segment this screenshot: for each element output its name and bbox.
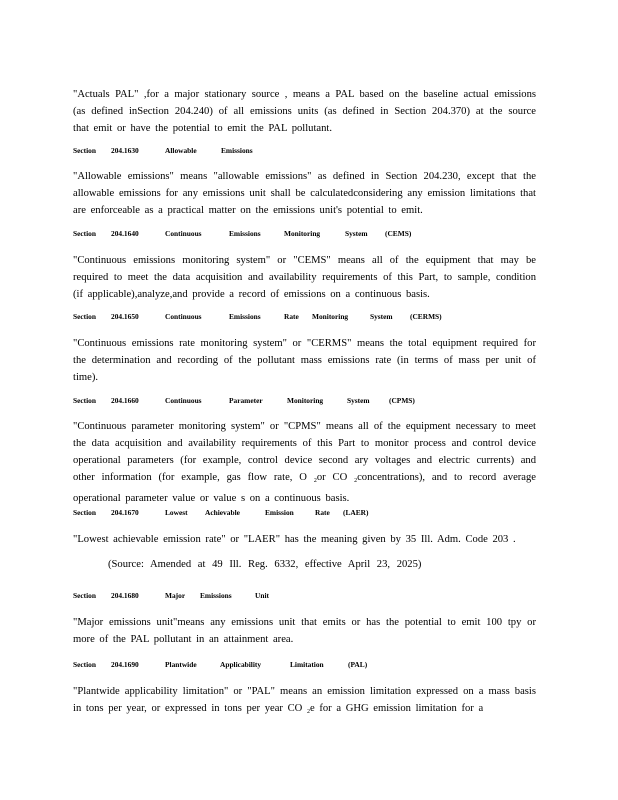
definition-text: or CO: [316, 472, 348, 483]
definition-actuals-pal: "Actuals PAL" ,for a major stationary source , means a PAL based on the baseline actual emissions (as defined inSection 204.240) of all emissions units (as defined in Section 204.370) at the source that emit or have the potential to emit the PAL pollutant.: [73, 89, 536, 134]
heading-word: Monitoring: [284, 229, 321, 238]
heading-word: Section: [73, 312, 96, 321]
heading-word: Emissions: [221, 146, 253, 155]
section-heading-204-1660: [73, 396, 533, 405]
heading-number: 204.1660: [111, 396, 139, 405]
heading-word: Allowable: [165, 146, 197, 155]
heading-word: Continuous: [165, 229, 202, 238]
subscript: 2: [307, 709, 310, 715]
subscript: 2: [313, 478, 317, 484]
heading-number: 204.1630: [111, 146, 139, 155]
definition-text: concentrations), and to record average operational parameter value or value s on a continuous basis.: [73, 472, 537, 504]
definition-laer: "Lowest achievable emission rate" or "LAER" has the meaning given by 35 Ill. Adm. Code 203 .: [73, 534, 516, 545]
section-heading-204-1650: [73, 312, 533, 321]
section-heading-204-1630: [73, 146, 533, 155]
definition-major-emissions-unit: "Major emissions unit"means any emissions unit that emits or has the potential to emit 100 tpy or more of the PAL pollutant in an attainment area.: [73, 617, 536, 645]
heading-word: Plantwide: [165, 660, 197, 669]
heading-word: Achievable: [205, 508, 240, 517]
heading-word: Parameter: [229, 396, 263, 405]
heading-word: (PAL): [348, 660, 368, 669]
heading-word: Emissions: [200, 591, 232, 600]
heading-word: Section: [73, 591, 96, 600]
heading-word: Section: [73, 229, 96, 238]
heading-word: Rate: [284, 312, 299, 321]
heading-word: Rate: [315, 508, 330, 517]
definition-cpms: [73, 418, 536, 507]
heading-word: Emissions: [229, 229, 261, 238]
definition-cerms: "Continuous emissions rate monitoring system" or "CERMS" means the total equipment required for the determination and recording of the pollutant mass emissions rate (in terms of mass per unit of time).: [73, 338, 536, 383]
heading-word: Major: [165, 591, 186, 600]
heading-number: 204.1680: [111, 591, 139, 600]
heading-word: (CERMS): [410, 312, 442, 321]
heading-number: 204.1670: [111, 508, 139, 517]
heading-word: System: [345, 229, 368, 238]
heading-word: Lowest: [165, 508, 188, 517]
heading-word: Section: [73, 508, 96, 517]
heading-word: Section: [73, 660, 96, 669]
heading-word: (CPMS): [389, 396, 415, 405]
heading-word: Monitoring: [312, 312, 349, 321]
heading-word: (CEMS): [385, 229, 412, 238]
heading-word: Section: [73, 146, 96, 155]
heading-word: System: [370, 312, 393, 321]
heading-word: Emissions: [229, 312, 261, 321]
heading-word: Emission: [265, 508, 294, 517]
heading-number: 204.1650: [111, 312, 139, 321]
definition-text: "Continuous parameter monitoring system" or "CPMS" means all of the equipment necessary to meet the data acquisition and availability requirements of this Part to monitor process and control device operational parameters (for example, control device second ary voltages and electric currents) and other information (for example, gas flow rate, O: [73, 421, 536, 483]
heading-word: Applicability: [220, 660, 262, 669]
definition-pal: [73, 683, 536, 721]
section-heading-204-1670: [73, 508, 533, 517]
definition-cems: "Continuous emissions monitoring system" or "CEMS" means all of the equipment that may be required to meet the data acquisition and availability requirements of this Part, to sample, condition (if applicable),analyze,and provide a record of emissions on a continuous basis.: [73, 255, 536, 300]
heading-word: Continuous: [165, 396, 202, 405]
section-heading-204-1690: [73, 660, 533, 669]
heading-word: System: [347, 396, 370, 405]
heading-word: Unit: [255, 591, 269, 600]
heading-number: 204.1690: [111, 660, 139, 669]
heading-word: Limitation: [290, 660, 324, 669]
section-heading-204-1680: [73, 591, 533, 600]
definition-allowable-emissions: "Allowable emissions" means "allowable emissions" as defined in Section 204.230, except that the allowable emissions for any emissions unit shall be calculatedconsidering any emission limitations that are enforceable as a practical matter on the emissions unit's potential to emit.: [73, 171, 536, 216]
heading-word: Continuous: [165, 312, 202, 321]
definition-text: "Plantwide applicability limitation" or "PAL" means an emission limitation expressed on a mass basis in tons per year, or expressed in tons per year CO: [73, 686, 536, 714]
heading-word: Monitoring: [287, 396, 324, 405]
heading-word: (LAER): [343, 508, 369, 517]
heading-word: Section: [73, 396, 96, 405]
heading-number: 204.1640: [111, 229, 139, 238]
section-heading-204-1640: [73, 229, 533, 238]
subscript: 2: [354, 478, 358, 484]
definition-text: e for a GHG emission limitation for a: [310, 703, 484, 714]
source-note: (Source: Amended at 49 Ill. Reg. 6332, effective April 23, 2025): [108, 559, 422, 570]
